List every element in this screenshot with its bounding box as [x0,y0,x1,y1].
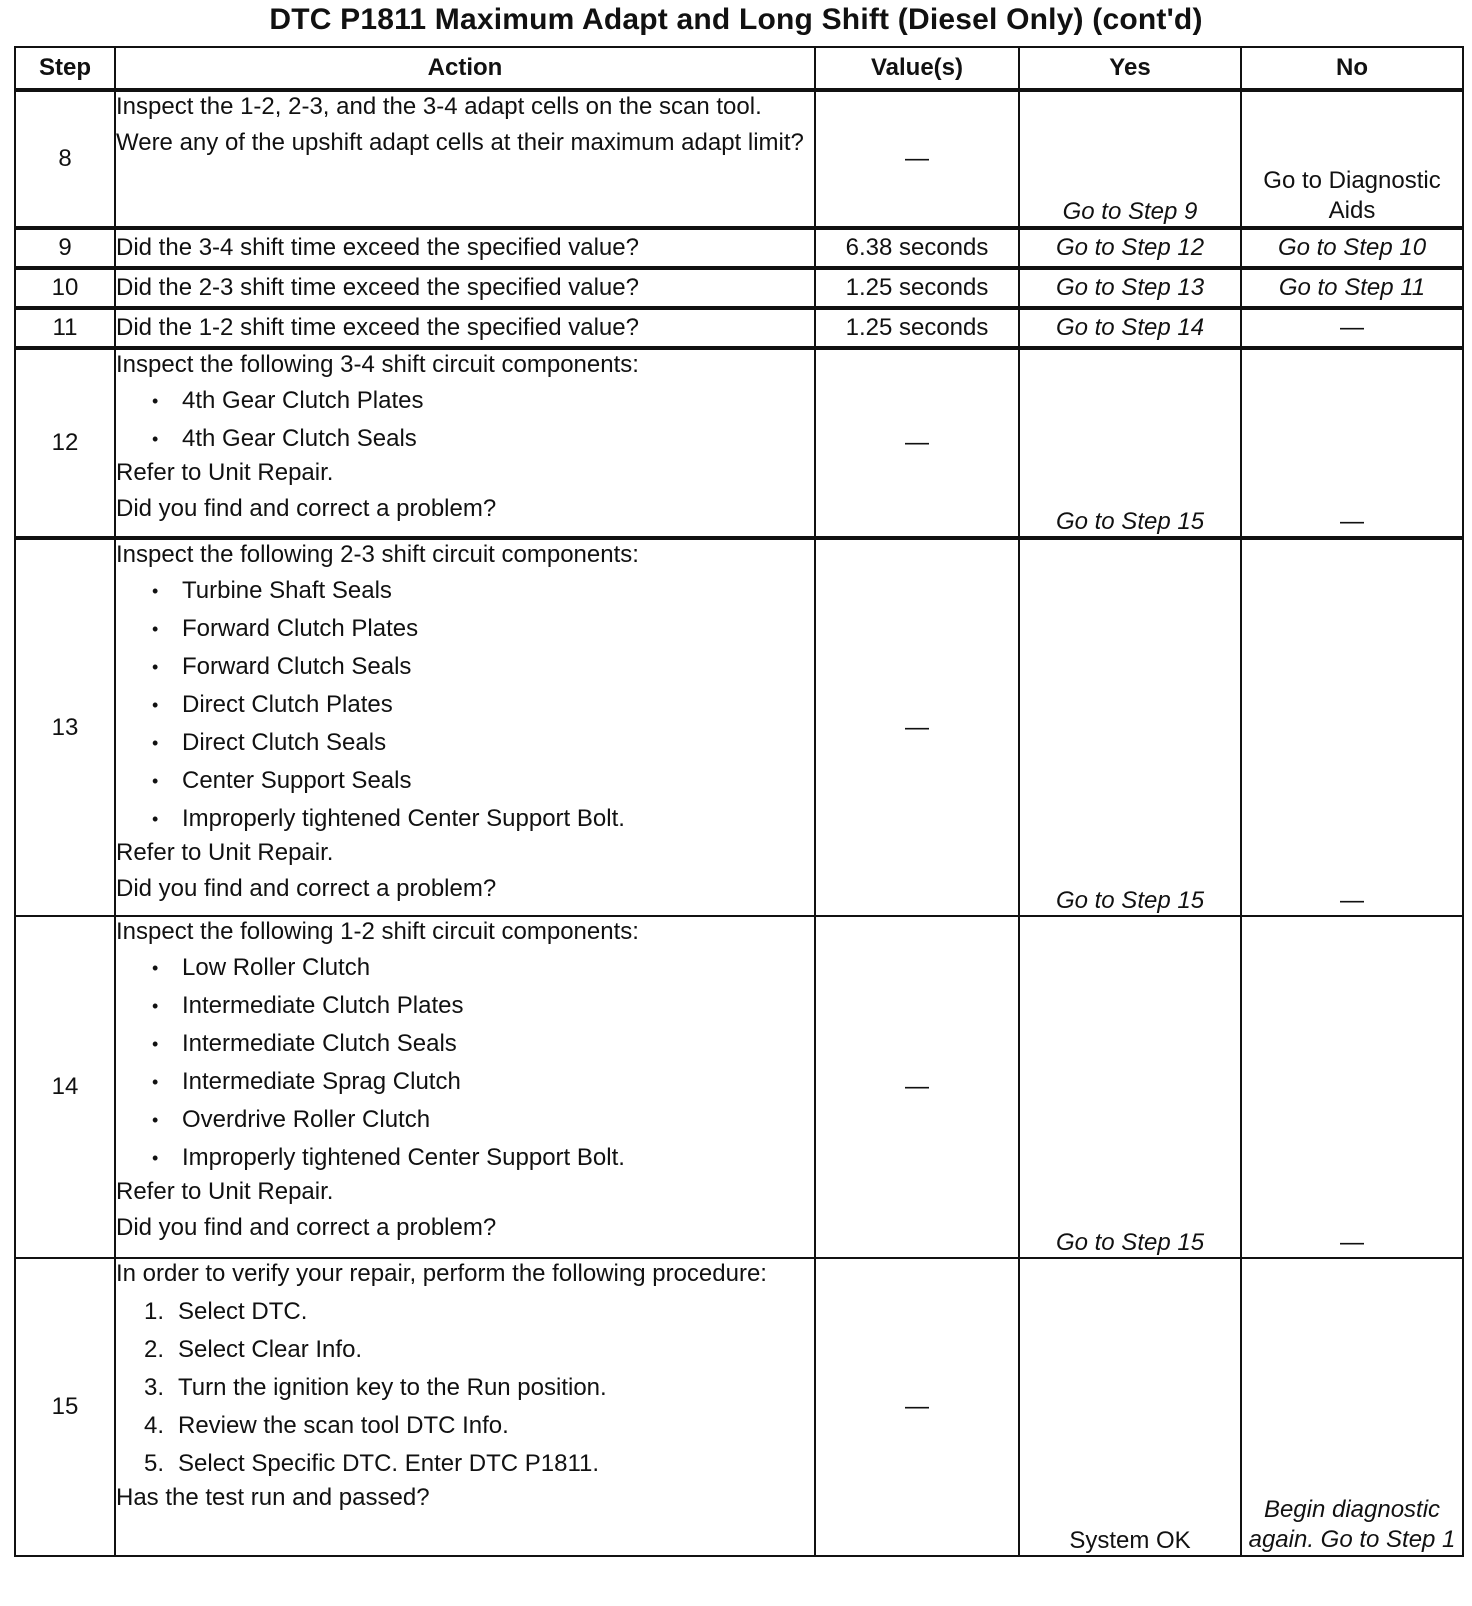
yes-cell: Go to Step 15 [1019,348,1241,538]
value-cell: 6.38 seconds [815,228,1019,268]
action-intro: In order to verify your repair, perform the following procedure: [116,1260,767,1287]
component-list [116,382,814,458]
step-number: 10 [15,268,115,308]
yes-cell: Go to Step 12 [1019,228,1241,268]
value-cell: — [815,916,1019,1258]
list-item: • Forward Clutch Seals [116,648,814,686]
list-item: 3. Turn the ignition key to the Run position. [144,1374,607,1401]
list-item: • Improperly tightened Center Support Bolt. [116,1139,814,1177]
refer-text: Refer to Unit Repair. [116,839,334,866]
header-no: No [1241,47,1463,90]
no-cell: Go to Step 10 [1241,228,1463,268]
list-item: 4. Review the scan tool DTC Info. [144,1412,509,1439]
table-row [15,916,1463,1258]
list-item: 1. Select DTC. [144,1298,308,1325]
action-cell [115,538,815,916]
step-number: 14 [15,916,115,1258]
step-number: 15 [15,1258,115,1556]
action-cell [115,348,815,538]
procedure-list [116,1293,814,1483]
refer-text: Refer to Unit Repair. [116,1178,334,1205]
action-question: Were any of the upshift adapt cells at their maximum adapt limit? [116,129,804,156]
table-row [15,90,1463,228]
value-cell: — [815,538,1019,916]
action-question: Did you find and correct a problem? [116,875,497,902]
action-cell [115,1258,815,1556]
header-yes: Yes [1019,47,1241,90]
list-item: • Low Roller Clutch [116,949,814,987]
value-cell: — [815,348,1019,538]
no-cell: — [1241,916,1463,1258]
action-question: Did you find and correct a problem? [116,495,497,522]
list-item: • Turbine Shaft Seals [116,572,814,610]
list-item: • Improperly tightened Center Support Bolt. [116,800,814,838]
action-question: Has the test run and passed? [116,1484,430,1511]
list-item: 5. Select Specific DTC. Enter DTC P1811. [144,1450,600,1477]
page-title: DTC P1811 Maximum Adapt and Long Shift (Diesel Only) (cont'd) [269,3,1203,36]
list-item: • Center Support Seals [116,762,814,800]
list-item: • Intermediate Clutch Seals [116,1025,814,1063]
step-number: 9 [15,228,115,268]
yes-cell: Go to Step 13 [1019,268,1241,308]
value-cell: — [815,90,1019,228]
no-cell: — [1241,538,1463,916]
header-step: Step [15,47,115,90]
list-item: • Intermediate Sprag Clutch [116,1063,814,1101]
list-item: 2. Select Clear Info. [144,1336,363,1363]
action-cell [115,916,815,1258]
header-action: Action [115,47,815,90]
list-item: • Forward Clutch Plates [116,610,814,648]
table-header-row [15,47,1463,90]
header-values: Value(s) [815,47,1019,90]
component-list [116,949,814,1177]
list-item: • Direct Clutch Plates [116,686,814,724]
action-cell: Did the 1-2 shift time exceed the specified value? [115,308,815,348]
no-cell: Go to Diagnostic Aids [1241,90,1463,228]
action-instruction: Inspect the 1-2, 2-3, and the 3-4 adapt cells on the scan tool. [116,93,762,120]
no-cell: Go to Step 11 [1241,268,1463,308]
list-item: • Intermediate Clutch Plates [116,987,814,1025]
action-intro: Inspect the following 1-2 shift circuit components: [116,918,639,945]
action-intro: Inspect the following 2-3 shift circuit components: [116,541,639,568]
table-row [15,228,1463,268]
diagnostic-table [14,46,1464,1557]
action-cell [115,90,815,228]
list-item: • 4th Gear Clutch Seals [116,420,814,458]
list-item: • Direct Clutch Seals [116,724,814,762]
yes-cell: Go to Step 15 [1019,916,1241,1258]
value-cell: 1.25 seconds [815,268,1019,308]
yes-cell: System OK [1019,1258,1241,1556]
component-list [116,572,814,838]
no-cell: — [1241,348,1463,538]
value-cell: — [815,1258,1019,1556]
action-question: Did you find and correct a problem? [116,1214,497,1241]
list-item: • 4th Gear Clutch Plates [116,382,814,420]
table-row [15,308,1463,348]
no-cell: Begin diagnostic again. Go to Step 1 [1241,1258,1463,1556]
step-number: 8 [15,90,115,228]
yes-cell: Go to Step 14 [1019,308,1241,348]
yes-cell: Go to Step 9 [1019,90,1241,228]
step-number: 13 [15,538,115,916]
action-cell: Did the 2-3 shift time exceed the specified value? [115,268,815,308]
table-row [15,1258,1463,1556]
table-row [15,348,1463,538]
step-number: 11 [15,308,115,348]
step-number: 12 [15,348,115,538]
refer-text: Refer to Unit Repair. [116,459,334,486]
list-item: • Overdrive Roller Clutch [116,1101,814,1139]
table-row [15,538,1463,916]
table-row [15,268,1463,308]
no-cell: — [1241,308,1463,348]
yes-cell: Go to Step 15 [1019,538,1241,916]
action-intro: Inspect the following 3-4 shift circuit components: [116,351,639,378]
action-cell: Did the 3-4 shift time exceed the specified value? [115,228,815,268]
value-cell: 1.25 seconds [815,308,1019,348]
